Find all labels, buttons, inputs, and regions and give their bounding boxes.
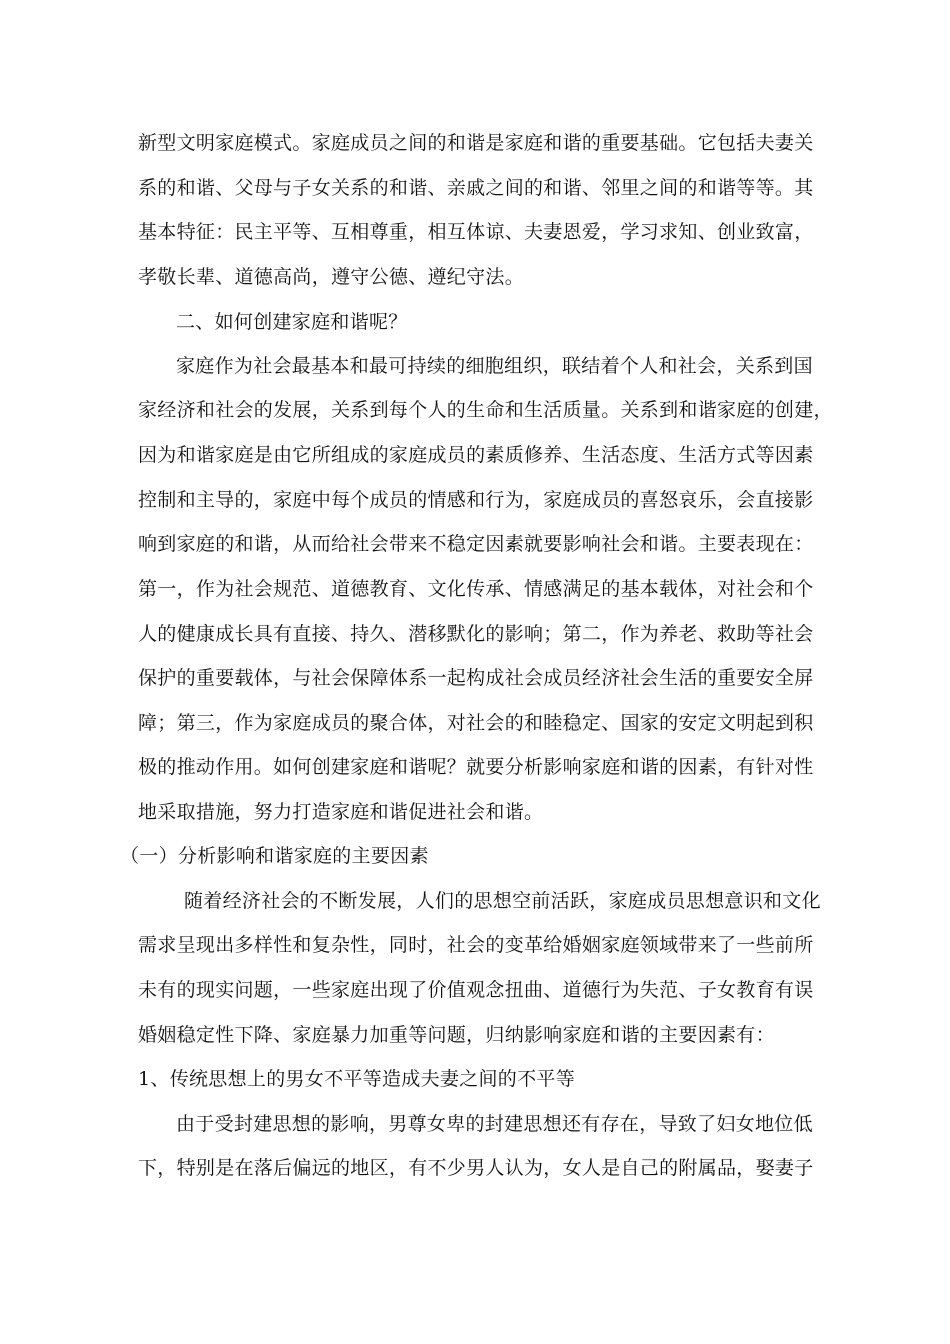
text-line: 基本特征：民主平等、互相尊重，相互体谅、夫妻恩爱，学习求知、创业致富，	[138, 221, 814, 243]
text-line: 系的和谐、父母与子女关系的和谐、亲戚之间的和谐、邻里之间的和谐等等。其	[138, 177, 814, 199]
section-heading: 二、如何创建家庭和谐呢？	[176, 311, 408, 333]
text-line: 障；第三，作为家庭成员的聚合体，对社会的和睦稳定、国家的安定文明起到积	[138, 712, 814, 734]
subsection-heading: （一）分析影响和谐家庭的主要因素	[120, 845, 429, 867]
text-line: 人的健康成长具有直接、持久、潜移默化的影响；第二，作为养老、救助等社会	[138, 623, 814, 645]
text-line: 新型文明家庭模式。家庭成员之间的和谐是家庭和谐的重要基础。它包括夫妻关	[138, 132, 814, 154]
text-line: 需求呈现出多样性和复杂性，同时，社会的变革给婚姻家庭领域带来了一些前所	[138, 934, 814, 956]
text-line: 地采取措施，努力打造家庭和谐促进社会和谐。	[138, 801, 544, 823]
text-line: 随着经济社会的不断发展，人们的思想空前活跃，家庭成员思想意识和文化	[184, 890, 821, 912]
text-line: 响到家庭的和谐，从而给社会带来不稳定因素就要影响社会和谐。主要表现在：	[138, 533, 814, 555]
text-line: 保护的重要载体，与社会保障体系一起构成社会成员经济社会生活的重要安全屏	[138, 667, 814, 689]
text-line: 家庭作为社会最基本和最可持续的细胞组织，联结着个人和社会，关系到国	[176, 355, 813, 377]
text-line: 因为和谐家庭是由它所组成的家庭成员的素质修养、生活态度、生活方式等因素	[138, 444, 814, 466]
text-line: 未有的现实问题，一些家庭出现了价值观念扭曲、道德行为失范、子女教育有误	[138, 979, 814, 1001]
text-line: 极的推动作用。如何创建家庭和谐呢？就要分析影响家庭和谐的因素，有针对性	[138, 756, 814, 778]
text-line: 第一，作为社会规范、道德教育、文化传承、情感满足的基本载体，对社会和个	[138, 578, 814, 600]
numbered-heading: 1、传统思想上的男女不平等造成夫妻之间的不平等	[138, 1068, 575, 1090]
text-line: 孝敬长辈、道德高尚，遵守公德、遵纪守法。	[138, 266, 525, 288]
text-line: 由于受封建思想的影响，男尊女卑的封建思想还有存在，导致了妇女地位低	[176, 1113, 813, 1135]
text-line: 控制和主导的，家庭中每个成员的情感和行为，家庭成员的喜怒哀乐，会直接影	[138, 489, 814, 511]
text-line: 婚姻稳定性下降、家庭暴力加重等问题，归纳影响家庭和谐的主要因素有：	[138, 1024, 775, 1046]
text-line: 家经济和社会的发展，关系到每个人的生命和生活质量。关系到和谐家庭的创建，	[138, 399, 833, 421]
text-line: 下，特别是在落后偏远的地区，有不少男人认为，女人是自己的附属品，娶妻子	[138, 1157, 814, 1179]
